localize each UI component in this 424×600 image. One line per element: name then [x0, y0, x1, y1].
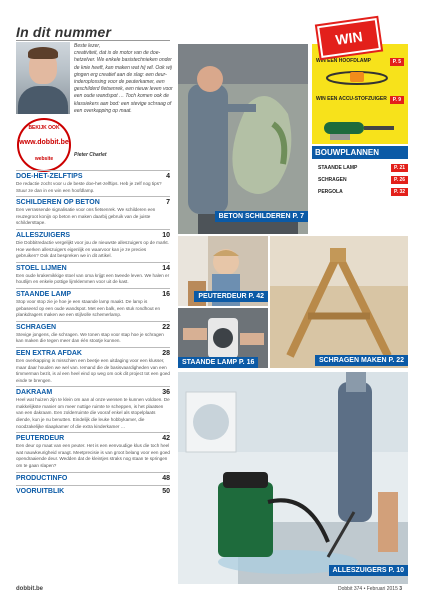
toc-item[interactable] — [16, 472, 170, 483]
win-item-label: WIN EEN ACCU-STOFZUIGER — [316, 96, 387, 102]
editorial-intro — [74, 43, 174, 115]
toc-page: 22 — [162, 323, 170, 331]
win-badge: WIN — [317, 18, 381, 58]
toc-title: PEUTERDEUR — [16, 435, 65, 443]
toc-item[interactable] — [16, 288, 170, 319]
photo-alleszuigers — [178, 372, 408, 584]
footer-issue-text: Dobbit 374 • Februari 2015 — [338, 586, 398, 592]
toc-page: 14 — [162, 264, 170, 272]
author-photo — [16, 42, 70, 114]
toc-item[interactable] — [16, 432, 170, 469]
toc-desc: Stevige jongens, die schragen. We tonen stap voor stap hoe je schragen kan maken die tegen meer dan één stootje kunnen. — [16, 331, 164, 344]
toc-desc: Stop voor stop zie je hoe je een staande lamp maakt. De lamp is gebaseerd op een oude wandspot. Met een balk, een stuk rondhout en plankdragers maken we een stijlvolle schemerlamp. — [16, 298, 161, 318]
bouwplannen-list — [312, 162, 408, 198]
toc-title: SCHRAGEN — [16, 323, 57, 331]
toc-item[interactable] — [16, 321, 170, 345]
toc-item[interactable] — [16, 229, 170, 260]
toc-desc: Een deur op maat van een peuter. Het is een eenvoudige klus die toch heel wat nauwkeurigheid vraagt. Meetprecisie is van groot belang voor een goed opendraaiende deur. Wedden dat de kleintjes straks nog staan te springen om te gaan slapen? — [16, 443, 170, 469]
bouwplan-item[interactable] — [312, 186, 408, 198]
toc-item[interactable] — [16, 485, 170, 496]
page-title: In dit nummer — [16, 24, 112, 40]
footer-site: dobbit.be — [16, 586, 43, 592]
toc-item[interactable] — [16, 386, 170, 430]
bouwplan-label: STAANDE LAMP — [318, 165, 358, 171]
headlamp-image — [322, 68, 392, 88]
photo-schragen-illustration — [270, 236, 408, 368]
toc-title: EEN EXTRA AFDAK — [16, 349, 82, 357]
toc-title: ALLESZUIGERS — [16, 231, 71, 239]
caption-schragen: SCHRAGEN MAKEN P. 22 — [315, 355, 408, 366]
caption-staande-lamp: STAANDE LAMP P. 16 — [178, 357, 258, 368]
win-item-label: WIN EEN HOOFDLAMP — [316, 58, 371, 64]
toc-page: 4 — [166, 173, 170, 180]
photo-staande-lamp — [178, 308, 268, 368]
photo-schragen — [270, 236, 408, 368]
bouwplan-label: SCHRAGEN — [318, 177, 347, 183]
toc-page: 48 — [162, 474, 170, 482]
intro-greeting: Beste lezer, — [74, 43, 101, 49]
photo-beton-schilderen — [178, 44, 308, 234]
toc-page: 10 — [162, 231, 170, 239]
page-title-bar — [16, 24, 170, 41]
stamp-bottom-text: website — [34, 156, 54, 162]
toc-desc: De redactie zocht voor u de beste doe-het-zelftips. Heb je zelf nog tips? Stuur ze dan in en win een hoofdlamp. — [16, 181, 162, 193]
toc-item[interactable] — [16, 262, 170, 286]
website-stamp — [17, 118, 71, 172]
toc-page: 7 — [166, 199, 170, 207]
photo-alleszuigers-illustration — [178, 372, 408, 584]
toc-item[interactable] — [16, 196, 170, 227]
toc-page: 42 — [162, 435, 170, 443]
toc-title: DOE-HET-ZELFTIPS — [16, 173, 83, 180]
stamp-top-text: BEKIJK OOK — [28, 125, 60, 131]
footer-page-number: 3 — [399, 586, 403, 592]
intro-body: creativiteit, dat is de motor van de doe-hetzelver. We enkele basistechnieken onder de knie heeft, kan maken wat hij wil. Ook wij gingen erg creatief aan de slag: een deur-inderoplossing voor de peuterkamer, een geschilderd fietsenrek, een nieuw leven voor een oude wandspot … Toch komen ook de klassiekers aan bod: een stevige schraag of een overkapping op maat. — [74, 50, 173, 114]
win-item-hoofdlamp[interactable] — [316, 58, 404, 64]
bouwplan-page: P. 21 — [391, 164, 408, 172]
win-item-accustofzuiger[interactable] — [316, 96, 404, 102]
toc-title: SCHILDEREN OP BETON — [16, 199, 100, 207]
win-item-page: P. 5 — [390, 58, 404, 66]
toc-title: STOEL LIJMEN — [16, 264, 67, 272]
toc-title: DAKRAAM — [16, 389, 53, 397]
toc-desc: Een overkapping is misschien een beetje een uitdaging voor een klusser, maar daar houden we wel van. Iemand die de basisvaardigheden van een timmerman bezit, is al een heel eind op weg om ook dit project tot een goed einde te brengen. — [16, 357, 170, 383]
bouwplan-item[interactable] — [312, 162, 408, 174]
bouwplan-item[interactable] — [312, 174, 408, 186]
bouwplan-label: PERGOLA — [318, 189, 343, 195]
caption-alleszuigers: ALLESZUIGERS P. 10 — [329, 565, 408, 576]
footer-issue — [338, 586, 402, 592]
toc-title: VOORUITBLIK — [16, 487, 65, 495]
bouwplan-page: P. 26 — [391, 176, 408, 184]
bouwplannen-title: BOUWPLANNEN — [312, 146, 408, 159]
toc-page: 36 — [162, 389, 170, 397]
toc-desc: Die Dobbitredactie vergelijkt voor jou de nieuwste alleszuigers op de markt. Hoe werken alleszuigers eigenlijk en waarvoor kan je ze precies gebruiken? Ook dat bespreken we in dit artikel. — [16, 239, 169, 259]
toc-title: PRODUCTINFO — [16, 474, 68, 482]
editor-signature: Pieter Charlet — [74, 152, 107, 158]
toc-item[interactable] — [16, 347, 170, 384]
toc-page: 28 — [162, 349, 170, 357]
caption-peuterdeur: PEUTERDEUR P. 42 — [194, 291, 268, 302]
win-item-page: P. 9 — [390, 96, 404, 104]
photo-beton-illustration — [178, 44, 308, 234]
bouwplan-page: P. 32 — [391, 188, 408, 196]
toc-desc: Een oude krakemikkige stoel van oma krijgt een tweede leven. We halen er houtlijm en enkele pottige lijmklemmen voor uit de kast. — [16, 272, 170, 285]
toc-desc: Heel wat huizen zijn te klein om aan al onze wensen te kunnen voldoen. De makkelijkste manier om meer nuttige ruimte te scheppen, is het plaatsen van een dakraam. Een zolderruimte die vooraf enkel als stopelplaats diende, kun je nu benutten. Eindelijk die leuke hobbykamer, die noodzakelijke slaapkamer of die extra kinderkamer … — [16, 397, 170, 429]
photo-peuterdeur — [178, 236, 268, 306]
table-of-contents — [16, 170, 170, 498]
toc-page: 16 — [162, 290, 170, 298]
toc-item[interactable] — [16, 170, 170, 194]
toc-page: 50 — [162, 487, 170, 495]
toc-title: STAANDE LAMP — [16, 290, 72, 298]
toc-desc: Een verrassende signalisatie voor ons fietsenrek. We schilderen een reuzegroot konijn op beton en maken daarbij gebruik van de juiste schildersttape. — [16, 207, 156, 226]
caption-beton: BETON SCHILDEREN P. 7 — [215, 211, 308, 222]
stamp-url: www.dobbit.be — [19, 139, 69, 146]
vacuum-image — [320, 112, 400, 142]
win-panel — [312, 44, 408, 144]
